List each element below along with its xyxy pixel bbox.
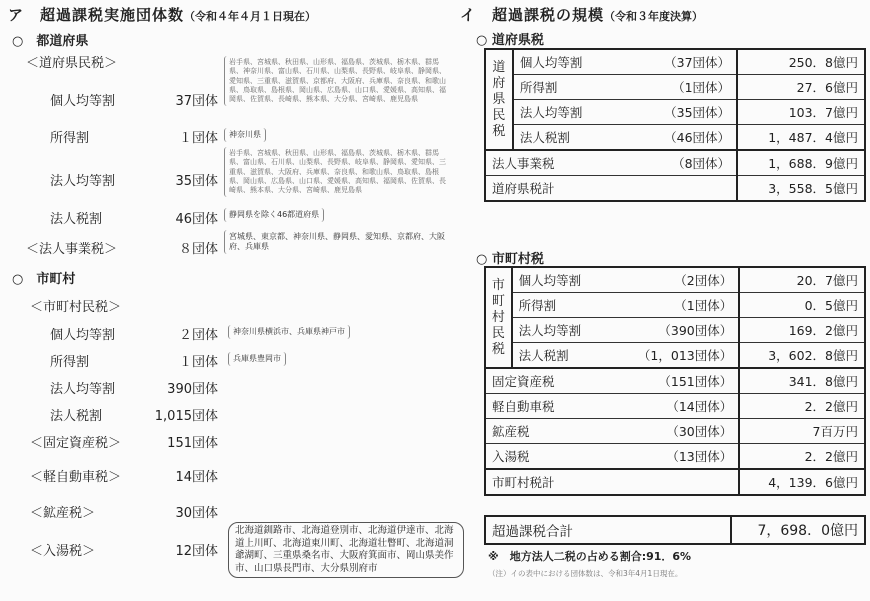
pref-corp-tax-label: 法人税割 — [50, 212, 103, 227]
row-value: 2．2億円 — [739, 444, 865, 470]
pref-per-capita-count: 37団体 — [175, 94, 218, 109]
row-name: 固定資産税 — [485, 368, 632, 394]
muni-per-capita-list: 神奈川県横浜市、兵庫県神戸市 — [228, 325, 350, 339]
pref-corp-per-capita-count: 35団体 — [175, 174, 218, 189]
vert-char: 府 — [492, 75, 506, 91]
row-value: 1，688．9億円 — [737, 150, 865, 176]
muni-corp-per-capita-count: 390団体 — [167, 382, 218, 397]
row-groups: （35団体） — [638, 100, 738, 125]
light-vehicle-tax-count: 14団体 — [175, 470, 218, 485]
mineral-tax-count: 30団体 — [175, 506, 218, 521]
grand-total-value: 7，698．0億円 — [731, 516, 865, 544]
business-tax-label: ＜法人事業税＞ — [26, 242, 118, 257]
pref-income-label: 所得割 — [50, 131, 90, 146]
grand-total-table — [484, 515, 866, 545]
prefecture-tax-heading: ○ 道府県税 — [476, 33, 544, 48]
section-b-title-text: イ 超過課税の規模 — [460, 6, 605, 24]
table-row-grand-total — [485, 516, 865, 544]
municipal-tax-table — [484, 266, 866, 496]
footnote: （注）イの表中における団体数は、令和3年4月1日現在。 — [488, 569, 683, 578]
prefecture-tax-table — [484, 48, 866, 202]
pref-income-count: １団体 — [178, 131, 218, 146]
vert-char: 民 — [491, 325, 505, 341]
muni-income-list: 兵庫県豊岡市 — [228, 352, 286, 366]
muni-income-count: １団体 — [178, 355, 218, 370]
row-groups: （390団体） — [632, 318, 739, 343]
row-name: 法人事業税 — [485, 150, 638, 176]
row-value: 3，602．8億円 — [739, 343, 865, 369]
table-row — [485, 100, 865, 125]
muni-income-label: 所得割 — [50, 355, 90, 370]
row-name: 法人税割 — [513, 125, 638, 151]
row-groups: （14団体） — [632, 394, 739, 419]
table-row — [485, 444, 865, 470]
muni-corp-tax-count: 1,015団体 — [154, 409, 218, 424]
row-name: 法人均等割 — [512, 318, 632, 343]
row-groups: （37団体） — [638, 49, 738, 75]
vert-char: 村 — [491, 309, 505, 325]
row-groups: （13団体） — [632, 444, 739, 470]
row-value: 341．8億円 — [739, 368, 865, 394]
row-name: 道府県税計 — [485, 176, 737, 202]
row-value: 7百万円 — [739, 419, 865, 444]
section-a-title — [8, 4, 316, 25]
table-row — [485, 394, 865, 419]
table-row-total — [485, 469, 865, 495]
prefectural-resident-tax-heading: ＜道府県民税＞ — [26, 56, 118, 71]
pref-income-list: 神奈川県 — [224, 128, 266, 142]
pref-corp-per-capita-label: 法人均等割 — [50, 174, 116, 189]
row-groups: （2団体） — [632, 267, 739, 293]
municipalities-heading: ○ 市町村 — [12, 272, 76, 287]
bathing-tax-label: ＜入湯税＞ — [30, 544, 96, 559]
municipal-tax-heading: ○ 市町村税 — [476, 252, 544, 267]
row-value: 3，558．5億円 — [737, 176, 865, 202]
muni-per-capita-count: ２団体 — [178, 328, 218, 343]
fixed-asset-tax-count: 151団体 — [167, 436, 218, 451]
ratio-note: ※ 地方法人二税の占める割合:91．6% — [488, 550, 692, 563]
table-row — [485, 343, 865, 369]
row-groups: （1，013団体） — [632, 343, 739, 369]
vert-char: 税 — [492, 123, 506, 139]
table-row — [485, 419, 865, 444]
table-row — [485, 150, 865, 176]
vert-char: 民 — [492, 107, 506, 123]
business-tax-count: ８団体 — [178, 242, 218, 257]
prefectures-heading: ○ 都道府県 — [12, 34, 89, 49]
row-groups: （1団体） — [632, 293, 739, 318]
row-groups: （46団体） — [638, 125, 738, 151]
row-value: 4，139．6億円 — [739, 469, 865, 495]
pref-corp-tax-count: 46団体 — [175, 212, 218, 227]
pref-corp-per-capita-list: 岩手県、宮城県、秋田県、山形県、福島県、茨城県、栃木県、群馬県、富山県、石川県、山梨県、長野県、岐阜県、静岡県、愛知県、三重県、滋賀県、大阪府、兵庫県、奈良県、和歌山県、鳥取県、島根県、岡山県、広島県、山口県、愛媛県、高知県、福岡県、佐賀県、長崎県、熊本県、大分県、宮崎県、鹿児島県 — [224, 147, 455, 197]
row-value: 250．8億円 — [737, 49, 865, 75]
table-row — [485, 267, 865, 293]
table-row — [485, 318, 865, 343]
table-row-total — [485, 176, 865, 202]
vert-char: 県 — [492, 91, 506, 107]
row-groups: （151団体） — [632, 368, 739, 394]
vert-char: 税 — [491, 341, 505, 357]
muni-per-capita-label: 個人均等割 — [50, 328, 116, 343]
row-groups: （8団体） — [638, 150, 738, 176]
pref-per-capita-list: 岩手県、宮城県、秋田県、山形県、福島県、茨城県、栃木県、群馬県、神奈川県、富山県、石川県、山梨県、長野県、岐阜県、静岡県、愛知県、三重県、滋賀県、京都府、大阪府、兵庫県、奈良県、和歌山県、鳥取県、島根県、岡山県、広島県、山口県、愛媛県、高知県、福岡県、佐賀県、長崎県、熊本県、大分県、宮崎県、鹿児島県 — [224, 56, 455, 106]
bathing-tax-count: 12団体 — [175, 544, 218, 559]
row-name: 所得割 — [512, 293, 632, 318]
light-vehicle-tax-label: ＜軽自動車税＞ — [30, 470, 122, 485]
row-name: 鉱産税 — [485, 419, 632, 444]
row-name: 所得割 — [513, 75, 638, 100]
row-name: 軽自動車税 — [485, 394, 632, 419]
vert-char: 市 — [491, 277, 505, 293]
row-value: 0．5億円 — [739, 293, 865, 318]
bathing-tax-list: 北海道釧路市、北海道登別市、北海道伊達市、北海道上川町、北海道東川町、北海道壮瞥町、北海道洞爺湖町、三重県桑名市、大阪府箕面市、岡山県美作市、山口県長門市、大分県別府市 — [228, 522, 464, 578]
row-name: 個人均等割 — [512, 267, 632, 293]
vert-char: 道 — [492, 59, 506, 75]
municipal-resident-tax-heading: ＜市町村民税＞ — [30, 300, 122, 315]
grand-total-label: 超過課税合計 — [485, 516, 731, 544]
row-name: 法人均等割 — [513, 100, 638, 125]
business-tax-list: 宮城県、東京都、神奈川県、静岡県、愛知県、京都府、大阪府、兵庫県 — [224, 230, 453, 254]
row-name: 法人税割 — [512, 343, 632, 369]
section-a-title-text: ア 超過課税実施団体数 — [8, 6, 185, 24]
row-value: 27．6億円 — [737, 75, 865, 100]
section-b-title-date: （令和３年度決算） — [604, 10, 704, 23]
muni-corp-tax-label: 法人税割 — [50, 409, 103, 424]
section-a-title-date: （令和４年４月１日現在） — [184, 10, 317, 23]
pref-corp-tax-list: 静岡県を除く46都道府県 — [224, 208, 324, 222]
section-b-title — [460, 4, 703, 25]
row-name: 入湯税 — [485, 444, 632, 470]
table-row — [485, 75, 865, 100]
table-row — [485, 125, 865, 151]
pref-per-capita-label: 個人均等割 — [50, 94, 116, 109]
row-value: 169．2億円 — [739, 318, 865, 343]
row-value: 20．7億円 — [739, 267, 865, 293]
vert-char: 町 — [491, 293, 505, 309]
row-name: 個人均等割 — [513, 49, 638, 75]
row-value: 2．2億円 — [739, 394, 865, 419]
row-groups: （30団体） — [632, 419, 739, 444]
row-name: 市町村税計 — [485, 469, 739, 495]
municipal-resident-tax-group-label — [485, 267, 512, 368]
table-row — [485, 49, 865, 75]
muni-corp-per-capita-label: 法人均等割 — [50, 382, 116, 397]
prefecture-resident-tax-group-label — [485, 49, 513, 150]
row-value: 1，487．4億円 — [737, 125, 865, 151]
mineral-tax-label: ＜鉱産税＞ — [30, 506, 96, 521]
table-row — [485, 368, 865, 394]
row-value: 103．7億円 — [737, 100, 865, 125]
fixed-asset-tax-label: ＜固定資産税＞ — [30, 436, 122, 451]
row-groups: （1団体） — [638, 75, 738, 100]
table-row — [485, 293, 865, 318]
